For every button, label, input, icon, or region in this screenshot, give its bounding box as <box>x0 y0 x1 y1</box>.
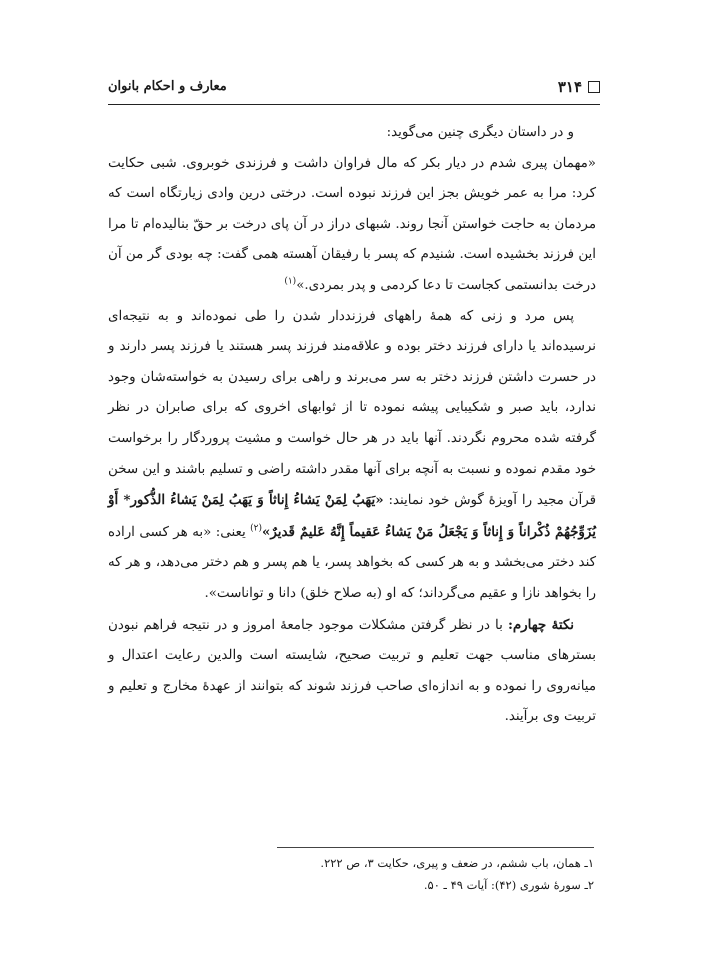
footnote-2: ۲ـ سورهٔ شوری (۴۲): آیات ۴۹ ـ ۵۰. <box>423 878 594 892</box>
quran-verse: «یَهَبُ لِمَنْ یَشاءُ إِناثاً وَ یَهَبُ لِمَنْ یَشاءُ الذُّکور* أَوْ یُزَوِّجُهُمْ ذُکْراناً وَ إِناثاً وَ یَجْعَلُ مَنْ یَشاءُ عَقیماً إِنَّهُ عَلیمٌ قَدیرٌ» <box>108 492 596 540</box>
footnote-ref-2: (۲) <box>250 523 263 534</box>
story-text: «مهمان پیری شدم در دیار بکر که مال فراوان داشت و فرزندی خوبروی. شبی حکایت کرد: مرا به عمر خویش بجز این فرزند نبوده است. درختی درین وادی زیارتگاه است که مردمان به حاجت خواستن آنجا روند. شبهای دراز در آن پای درخت بر حقّ بنالیده‌ام تا مرا این فرزند بخشیده است. شنیدم که پسر با رفیقان آهسته همی گفت: چه بودی گر من آن درخت بدانستمی کجاست تا دعا کردمی و پدر بمردی.» <box>108 155 596 293</box>
paragraph-fourth-point <box>108 610 596 733</box>
fourth-point-text: با در نظر گرفتن مشکلات موجود جامعهٔ امروز و در نتیجه فراهم نبودن بسترهای مناسب جهت تعلیم و تربیت صحیح، شایسته است والدین رعایت اعتدال و میانه‌روی را نموده و به اندازه‌ای صاحب فرزند شوند که بتوانند از عهدهٔ مخارج و تعلیم و تربیت وی برآیند. <box>108 617 596 725</box>
page-header <box>108 78 600 105</box>
running-title: معارف و احکام بانوان <box>108 79 227 94</box>
page-body <box>108 118 596 733</box>
verse-translation: یعنی: «به هر کسی اراده کند دختر می‌بخشد و به هر کسی که بخواهد پسر، یا هم پسر و هم دختر می‌دهد، و هر که را بخواهد نازا و عقیم می‌گرداند؛ که او (به صلاح خلق) دانا و تواناست». <box>108 524 596 601</box>
square-bullet-icon <box>588 81 600 93</box>
fourth-point-heading: نکتهٔ چهارم: <box>507 616 575 633</box>
page-number: ۳۱۴ <box>557 78 582 96</box>
footnote-divider <box>277 847 594 848</box>
footnotes <box>108 852 594 896</box>
page-number-block <box>558 78 600 96</box>
paragraph-story <box>108 149 596 302</box>
footnote-1: ۱ـ همان، باب ششم، در ضعف و پیری، حکایت ۳، ص ۲۲۲. <box>320 856 594 870</box>
paragraph-intro: و در داستان دیگری چنین می‌گوید: <box>386 125 574 140</box>
patience-text: پس مرد و زنی که همهٔ راههای فرزنددار شدن را طی نموده‌اند و به نتیجه‌ای نرسیده‌اند یا دارای فرزند دختر بوده و علاقه‌مند فرزند پسر هستند یا فرزند پسر دارند و در حسرت داشتن فرزند دختر به سر می‌برند و راهی برای رسیدن به خواسته‌شان وجود ندارد، باید صبر و شکیبایی پیشه نموده تا از ثوابهای اخروی که برای صابران در نظر گرفته شده محروم نگردند. آنها باید در هر حال خواست و مشیت پروردگار را برخواست خود مقدم نموده و نسبت به آنچه برای آنها مقدر داشته راضی و تسلیم باشند و این سخن قرآن مجید را آویزهٔ گوش خود نمایند: <box>108 308 596 509</box>
paragraph-patience <box>108 302 596 610</box>
footnote-ref-1: (۱) <box>284 276 297 287</box>
